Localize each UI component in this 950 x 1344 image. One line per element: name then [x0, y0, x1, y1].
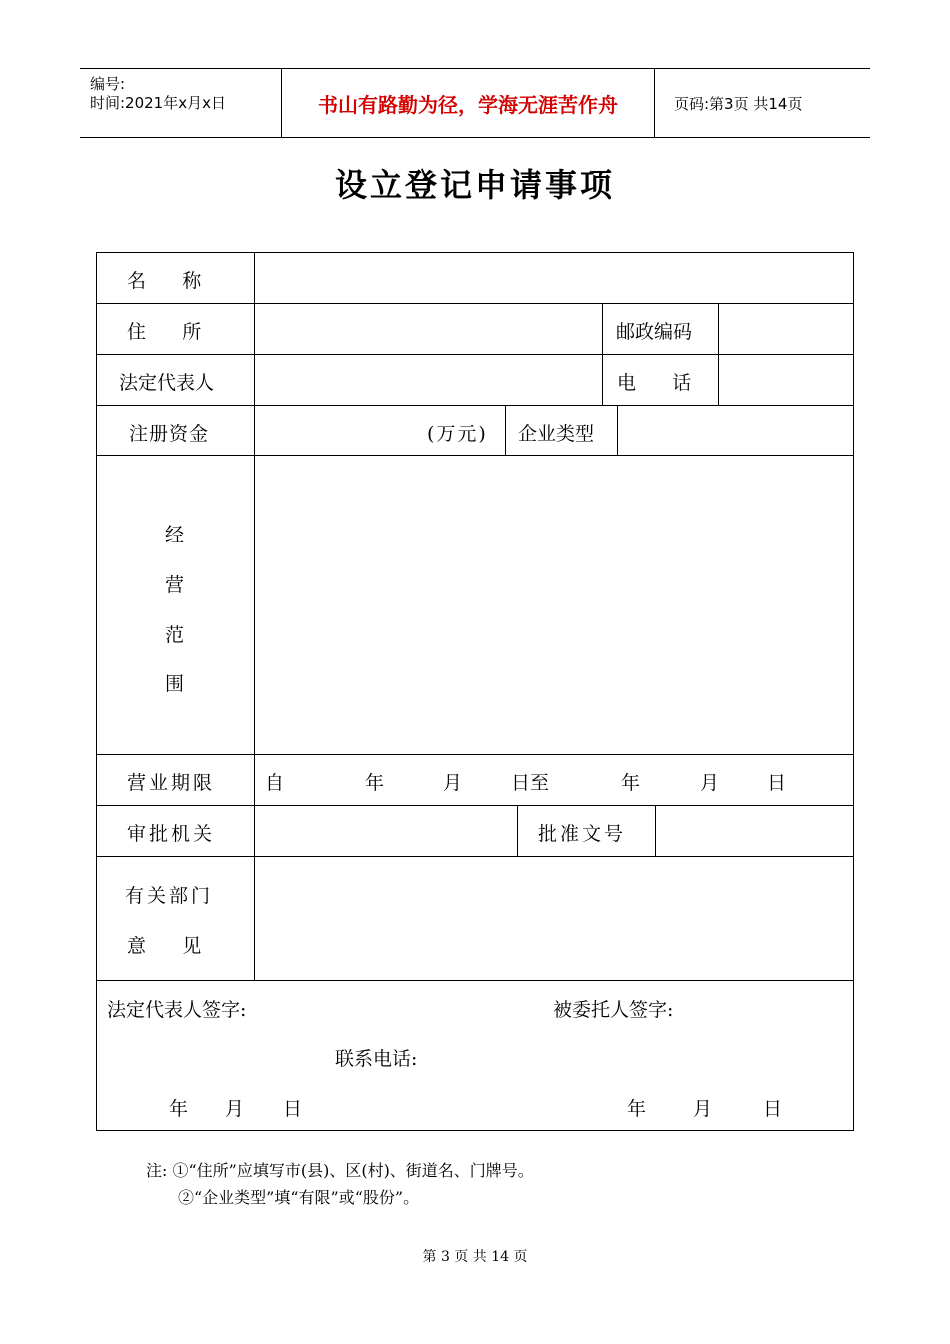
- note-line-1: 注: ①“住所”应填写市(县)、区(村)、街道名、门牌号。: [146, 1161, 534, 1180]
- row-divider: [97, 405, 853, 406]
- row-divider: [97, 303, 853, 304]
- capital-unit: (万元): [427, 423, 488, 445]
- term-label: 营业期限: [127, 772, 216, 794]
- column-divider: [517, 805, 518, 856]
- term-month-start: 月: [443, 772, 463, 794]
- document-header: [80, 68, 870, 138]
- page-info: [664, 69, 870, 137]
- approval-org-label: 审批机关: [127, 823, 216, 845]
- page-info-text: 页码:第3页 共14页: [674, 94, 803, 113]
- dept-opinion-label: 有关部门: [125, 885, 214, 907]
- motto: 书山有路勤为径，学海无涯苦作舟: [281, 69, 655, 137]
- column-divider: [602, 303, 603, 405]
- legal-rep-signature-label: 法定代表人签字:: [107, 999, 247, 1021]
- row-divider: [97, 805, 853, 806]
- page-footer: 第 3 页 共 14 页: [422, 1249, 528, 1265]
- column-divider: [655, 805, 656, 856]
- term-day-to: 日至: [511, 772, 550, 794]
- capital-label: 注册资金: [129, 423, 210, 445]
- note-line-2: ②“企业类型”填“有限”或“股份”。: [178, 1188, 420, 1207]
- date-right-year: 年: [627, 1098, 647, 1120]
- column-divider: [617, 405, 618, 455]
- address-label: 住 所: [127, 321, 202, 343]
- legal-rep-label: 法定代表人: [119, 372, 215, 394]
- dept-opinion-label-2: 意 见: [127, 935, 202, 957]
- scope-char: 经: [165, 524, 185, 546]
- row-divider: [97, 354, 853, 355]
- scope-char: 范: [165, 624, 185, 646]
- phone-label: 电 话: [617, 372, 692, 394]
- header-meta-cell: [80, 69, 280, 137]
- row-divider: [97, 754, 853, 755]
- notes: [146, 1157, 534, 1211]
- date-left-day: 日: [283, 1098, 303, 1120]
- column-divider: [254, 253, 255, 980]
- term-month-end: 月: [700, 772, 720, 794]
- name-label: 名 称: [127, 270, 202, 292]
- date-left-year: 年: [169, 1098, 189, 1120]
- company-type-label: 企业类型: [518, 423, 595, 445]
- agent-signature-label: 被委托人签字:: [553, 999, 674, 1021]
- date-left-month: 月: [225, 1098, 245, 1120]
- scope-char: 营: [165, 574, 185, 596]
- row-divider: [97, 980, 853, 981]
- row-divider: [97, 455, 853, 456]
- date-right-day: 日: [763, 1098, 783, 1120]
- registration-form: [96, 252, 854, 1131]
- page-title: 设立登记申请事项: [334, 166, 615, 204]
- term-year-end: 年: [621, 772, 641, 794]
- time-label: 时间:2021年x月x日: [90, 94, 226, 112]
- postal-code-label: 邮政编码: [616, 321, 693, 343]
- term-from: 自: [265, 772, 285, 794]
- term-day-end: 日: [767, 772, 787, 794]
- scope-char: 围: [165, 673, 185, 695]
- column-divider: [505, 405, 506, 455]
- row-divider: [97, 856, 853, 857]
- contact-phone-label: 联系电话:: [335, 1048, 418, 1070]
- number-label: 编号:: [90, 75, 126, 93]
- date-right-month: 月: [693, 1098, 713, 1120]
- column-divider: [718, 303, 719, 405]
- approval-doc-label: 批准文号: [538, 823, 627, 845]
- term-year-start: 年: [365, 772, 385, 794]
